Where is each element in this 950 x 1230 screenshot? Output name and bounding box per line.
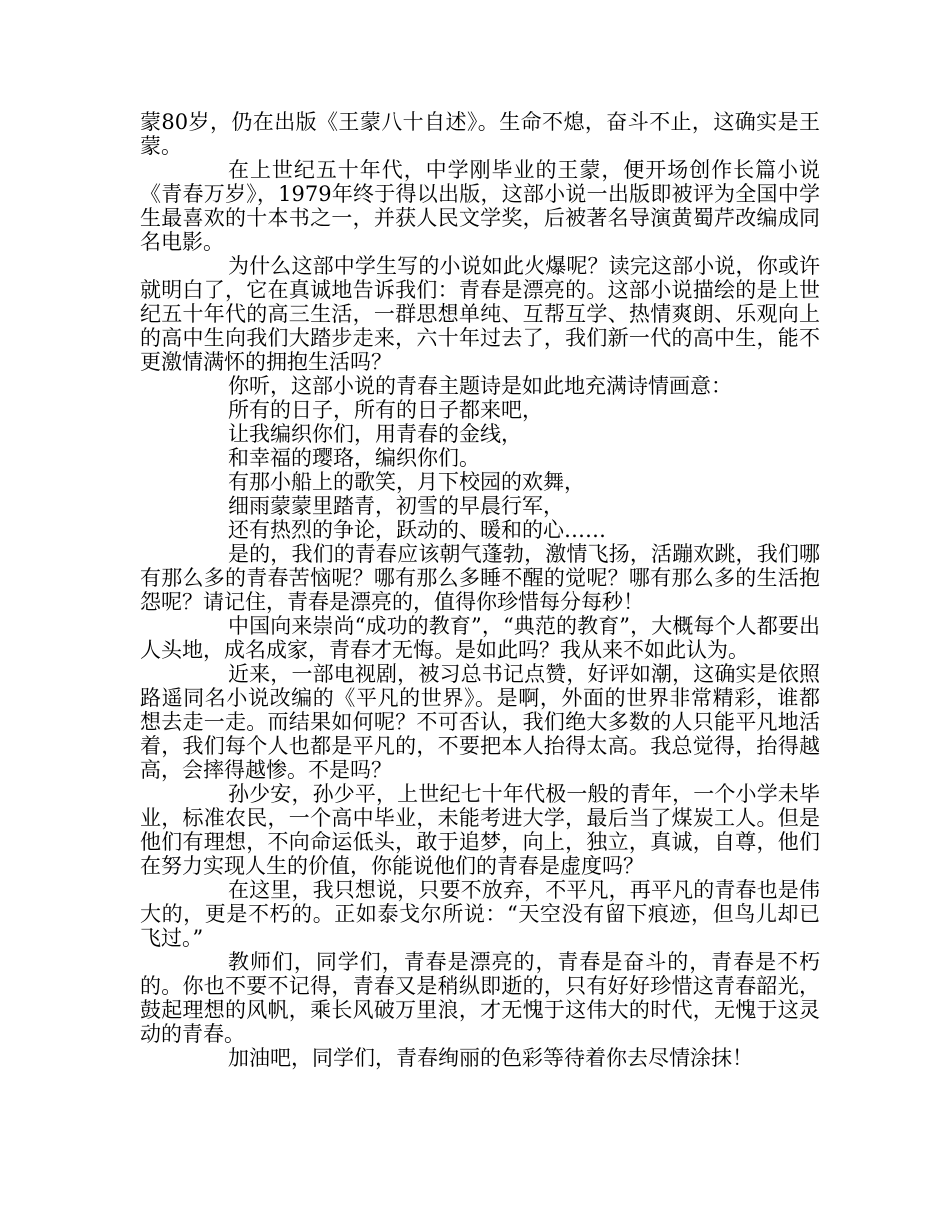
paragraph: 教师们，同学们，青春是漂亮的，青春是奋斗的，青春是不朽的。你也不要不记得，青春又是稍纵即逝的，只有好好珍惜这青春韶光，鼓起理想的风帆，乘长风破万里浪，才无愧于这伟大的时代，无愧于这灵动的青春。 [140,950,820,1046]
poem-line: 所有的日子，所有的日子都来吧， [228,398,543,422]
poem-line: 和幸福的璎珞，编织你们。 [228,446,480,470]
poem-line: 还有热烈的争论，跃动的、暖和的心…… [228,518,606,542]
paragraph: 你听，这部小说的青春主题诗是如此地充满诗情画意： [228,374,732,398]
article-body [140,110,820,1070]
poem [140,398,820,542]
paragraph: 蒙80岁，仍在出版《王蒙八十自述》。生命不熄，奋斗不止，这确实是王蒙。 [140,110,820,158]
paragraph: 中国向来崇尚“成功的教育”，“典范的教育”，大概每个人都要出人头地，成名成家，青春才无悔。是如此吗？我从来不如此认为。 [140,614,820,662]
paragraph: 近来，一部电视剧，被习总书记点赞，好评如潮，这确实是依照路遥同名小说改编的《平凡的世界》。是啊，外面的世界非常精彩，谁都想去走一走。而结果如何呢？不可否认，我们绝大多数的人只能平凡地活着，我们每个人也都是平凡的，不要把本人抬得太高。我总觉得，抬得越高，会摔得越惨。不是吗？ [140,662,820,782]
paragraph: 加油吧，同学们，青春绚丽的色彩等待着你去尽情涂抹！ [228,1046,753,1070]
poem-line: 让我编织你们，用青春的金线， [228,422,522,446]
paragraph: 在上世纪五十年代，中学刚毕业的王蒙，便开场创作长篇小说《青春万岁》，1979年终于得以出版，这部小说一出版即被评为全国中学生最喜欢的十本书之一，并获人民文学奖，后被著名导演黄蜀芹改编成同名电影。 [140,158,820,254]
paragraph: 孙少安，孙少平，上世纪七十年代极一般的青年，一个小学未毕业，标准农民，一个高中毕业，未能考进大学，最后当了煤炭工人。但是他们有理想，不向命运低头，敢于追梦，向上，独立，真诚，自尊，他们在努力实现人生的价值，你能说他们的青春是虚度吗？ [140,782,820,878]
paragraph: 为什么这部中学生写的小说如此火爆呢？读完这部小说，你或许就明白了，它在真诚地告诉我们：青春是漂亮的。这部小说描绘的是上世纪五十年代的高三生活，一群思想单纯、互帮互学、热情爽朗、乐观向上的高中生向我们大踏步走来，六十年过去了，我们新一代的高中生，能不更激情满怀的拥抱生活吗？ [140,254,820,374]
poem-line: 有那小船上的歌笑，月下校园的欢舞， [228,470,585,494]
paragraph: 是的，我们的青春应该朝气蓬勃，激情飞扬，活蹦欢跳，我们哪有那么多的青春苦恼呢？哪有那么多睡不醒的觉呢？哪有那么多的生活抱怨呢？请记住，青春是漂亮的，值得你珍惜每分每秒！ [140,542,820,614]
poem-line: 细雨蒙蒙里踏青，初雪的早晨行军， [228,494,564,518]
paragraph: 在这里，我只想说，只要不放弃，不平凡，再平凡的青春也是伟大的，更是不朽的。正如泰戈尔所说：“天空没有留下痕迹，但鸟儿却已飞过。” [140,878,820,950]
